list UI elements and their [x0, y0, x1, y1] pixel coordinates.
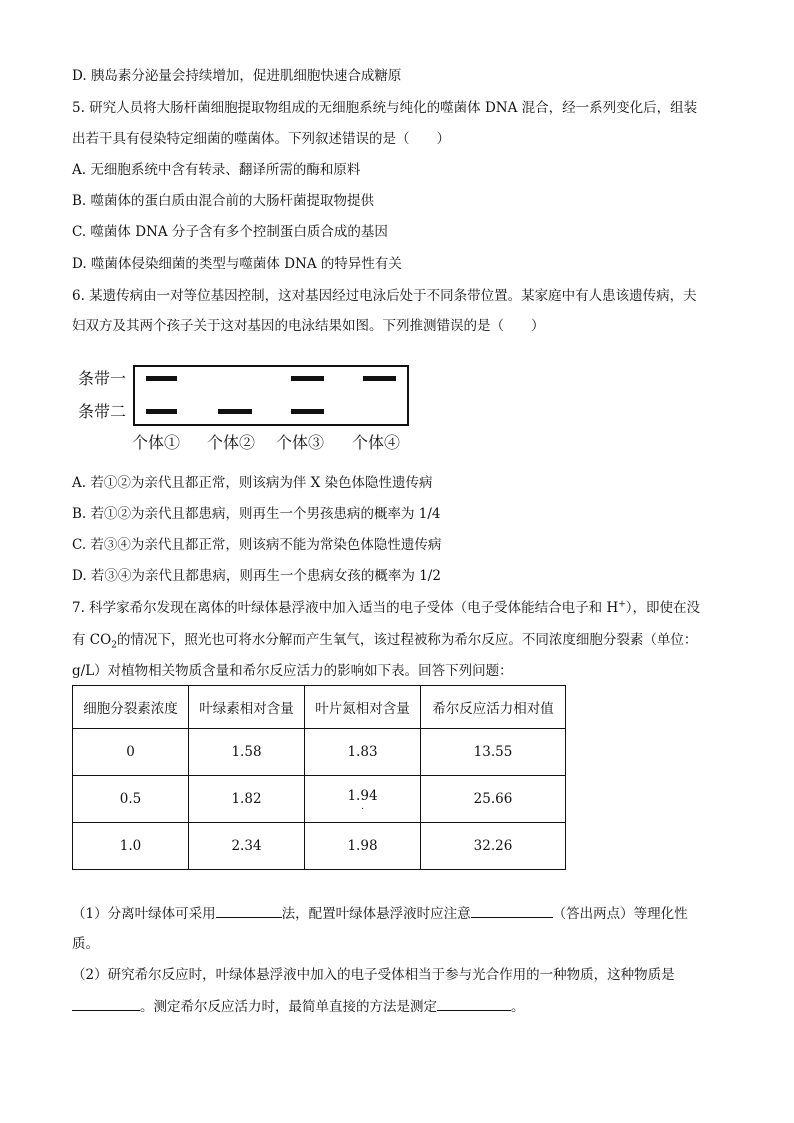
band-row1-individual4 [363, 376, 396, 381]
table-row [73, 823, 566, 870]
gel-row-label-2: 条带二 [78, 402, 127, 421]
q5-option-a: A. 无细胞系统中含有转录、翻译所需的酶和原料 [72, 162, 361, 178]
gel-individual-label-4: 个体④ [352, 433, 401, 452]
band-row1-individual3 [291, 376, 324, 381]
table-cell: 25.66 [421, 776, 566, 823]
gel-frame [133, 365, 409, 426]
table-row [73, 776, 566, 823]
table-cell: 1.98 [305, 823, 421, 870]
table-cell: 13.55 [421, 729, 566, 776]
table-cell-dot-mark: . [361, 802, 364, 812]
q5-stem-line2: 出若干具有侵染特定细菌的噬菌体。下列叙述错误的是（ ） [72, 131, 450, 147]
q6-option-c: C. 若③④为亲代且都正常，则该病不能为常染色体隐性遗传病 [72, 537, 442, 553]
gel-individual-label-3: 个体③ [276, 433, 325, 452]
band-row1-individual1 [146, 376, 177, 381]
gel-individual-label-1: 个体① [132, 433, 181, 452]
band-row2-individual1 [146, 409, 177, 414]
table-header-cell: 叶片氮相对含量 [305, 686, 421, 729]
q7-stem-line3: g/L）对植物相关物质含量和希尔反应活力的影响如下表。回答下列问题： [72, 663, 513, 679]
q5-option-d: D. 噬菌体侵染细菌的类型与噬菌体 DNA 的特异性有关 [72, 256, 402, 272]
q6-stem-line2: 妇双方及其两个孩子关于这对基因的电泳结果如图。下列推测错误的是（ ） [72, 318, 545, 334]
q6-option-b: B. 若①②为亲代且都患病，则再生一个男孩患病的概率为 1/4 [72, 506, 441, 522]
cytokinin-data-table [72, 685, 566, 870]
q6-option-a: A. 若①②为亲代且都正常，则该病为伴 X 染色体隐性遗传病 [72, 475, 433, 491]
table-header-cell: 叶绿素相对含量 [189, 686, 305, 729]
gel-individual-label-2: 个体② [207, 433, 256, 452]
table-cell: 32.26 [421, 823, 566, 870]
answer-blank[interactable] [471, 903, 553, 918]
table-header-cell: 细胞分裂素浓度 [73, 686, 189, 729]
q6-option-d: D. 若③④为亲代且都患病，则再生一个患病女孩的概率为 1/2 [72, 568, 441, 584]
q5-option-c: C. 噬菌体 DNA 分子含有多个控制蛋白质合成的基因 [72, 224, 388, 240]
q7-stem-line1: 7. 科学家希尔发现在离体的叶绿体悬浮液中加入适当的电子受体（电子受体能结合电子和 H+），即使在没 [72, 599, 701, 616]
table-cell: 2.34 [189, 823, 305, 870]
gel-row-label-1: 条带一 [78, 369, 127, 388]
table-cell [305, 776, 421, 823]
table-cell-value: 1.94 [347, 788, 378, 804]
q5-option-b: B. 噬菌体的蛋白质由混合前的大肠杆菌提取物提供 [72, 193, 375, 209]
q7-sub2-line1: （2）研究希尔反应时，叶绿体悬浮液中加入的电子受体相当于参与光合作用的一种物质，这种物质是 [72, 967, 675, 983]
table-cell: 1.0 [73, 823, 189, 870]
table-cell: 1.83 [305, 729, 421, 776]
band-row2-individual2 [218, 409, 252, 414]
table-cell: 1.58 [189, 729, 305, 776]
q6-stem-line1: 6. 某遗传病由一对等位基因控制，这对基因经过电泳后处于不同条带位置。某家庭中有人患该遗传病，夫 [72, 288, 697, 304]
table-header-cell: 希尔反应活力相对值 [421, 686, 566, 729]
table-cell: 1.82 [189, 776, 305, 823]
answer-blank[interactable] [216, 903, 282, 918]
q7-sub1-line2: 质。 [72, 936, 99, 952]
answer-blank[interactable] [72, 996, 140, 1011]
answer-blank[interactable] [437, 996, 511, 1011]
q5-stem-line1: 5. 研究人员将大肠杆菌细胞提取物组成的无细胞系统与纯化的噬菌体 DNA 混合，经一系列变化后，组装 [72, 100, 698, 116]
table-row [73, 729, 566, 776]
q4-option-d: D. 胰岛素分泌量会持续增加，促进肌细胞快速合成糖原 [72, 68, 402, 84]
band-row2-individual3 [291, 409, 324, 414]
table-header-row [73, 686, 566, 729]
table-cell: 0.5 [73, 776, 189, 823]
q7-stem-line2: 有 $CO_2$的情况下，照光也可将水分解而产生氧气，该过程被称为希尔反应。不同浓度细胞分裂素（单位： [72, 632, 698, 651]
table-cell: 0 [73, 729, 189, 776]
q7-sub1-line1: （1）分离叶绿体可采用 法，配置叶绿体悬浮液时应注意 （答出两点）等理化性 [72, 903, 688, 924]
q7-sub2-line2: 。测定希尔反应活力时，最简单直接的方法是测定 。 [72, 996, 525, 1017]
